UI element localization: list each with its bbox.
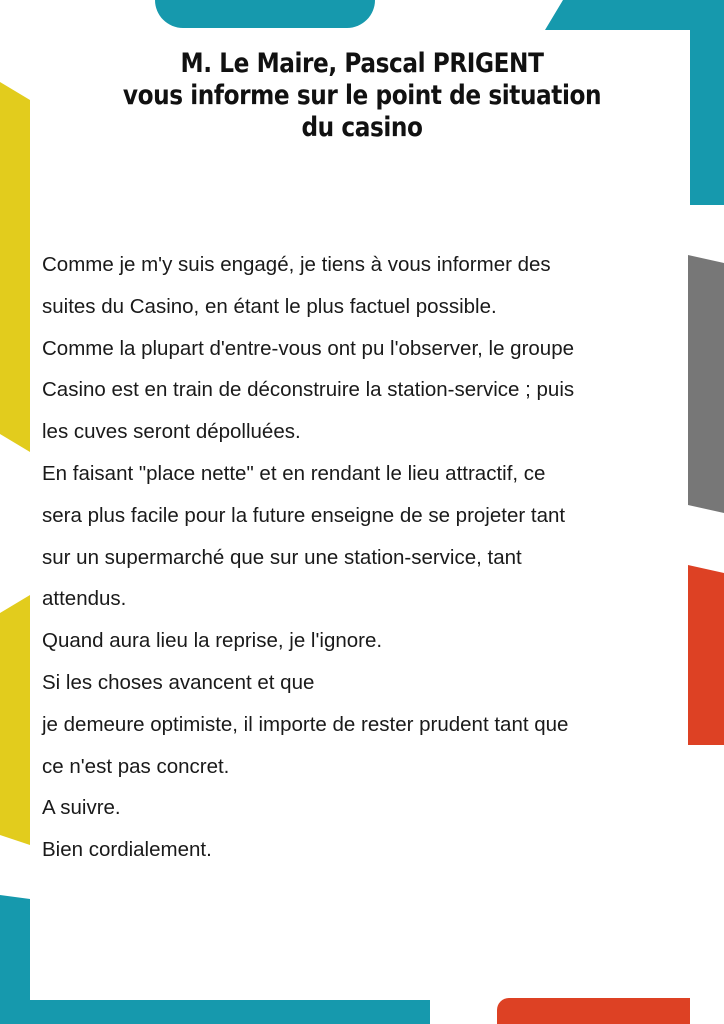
body-line: sera plus facile pour la future enseigne de se projeter tant	[42, 503, 566, 527]
body-line: Bien cordialement.	[42, 838, 212, 862]
body-line: suites du Casino, en étant le plus factuel possible.	[42, 294, 497, 318]
decor-yellow-left-lower	[0, 595, 30, 845]
decor-teal-top-left	[155, 0, 375, 28]
decor-red-bottom-right	[497, 998, 690, 1024]
body-line: ce n'est pas concret.	[42, 754, 230, 778]
body-line: Si les choses avancent et que	[42, 670, 315, 694]
page-title	[51, 48, 674, 144]
decor-teal-bottom-left	[0, 895, 430, 1024]
body-line: les cuves seront dépolluées.	[42, 420, 301, 444]
body-line: Quand aura lieu la reprise, je l'ignore.	[42, 629, 383, 653]
body-line: Comme la plupart d'entre-vous ont pu l'observer, le groupe	[42, 336, 575, 360]
title-line-3: du casino	[301, 112, 423, 143]
body-line: En faisant "place nette" et en rendant le lieu attractif, ce	[42, 461, 546, 485]
body-line: sur un supermarché que sur une station-service, tant	[42, 545, 522, 569]
message-body	[42, 244, 692, 871]
body-line: attendus.	[42, 587, 127, 611]
title-line-1: M. Le Maire, Pascal PRIGENT	[180, 48, 544, 79]
body-line: A suivre.	[42, 796, 121, 820]
decor-red-right	[688, 565, 724, 745]
body-line: Comme je m'y suis engagé, je tiens à vous informer des	[42, 253, 551, 276]
decor-grey-right	[688, 255, 724, 513]
title-line-2: vous informe sur le point de situation	[122, 80, 602, 111]
body-line: je demeure optimiste, il importe de rester prudent tant que	[42, 712, 569, 736]
decor-yellow-left-upper	[0, 82, 30, 452]
body-line: Casino est en train de déconstruire la station-service ; puis	[42, 378, 575, 402]
